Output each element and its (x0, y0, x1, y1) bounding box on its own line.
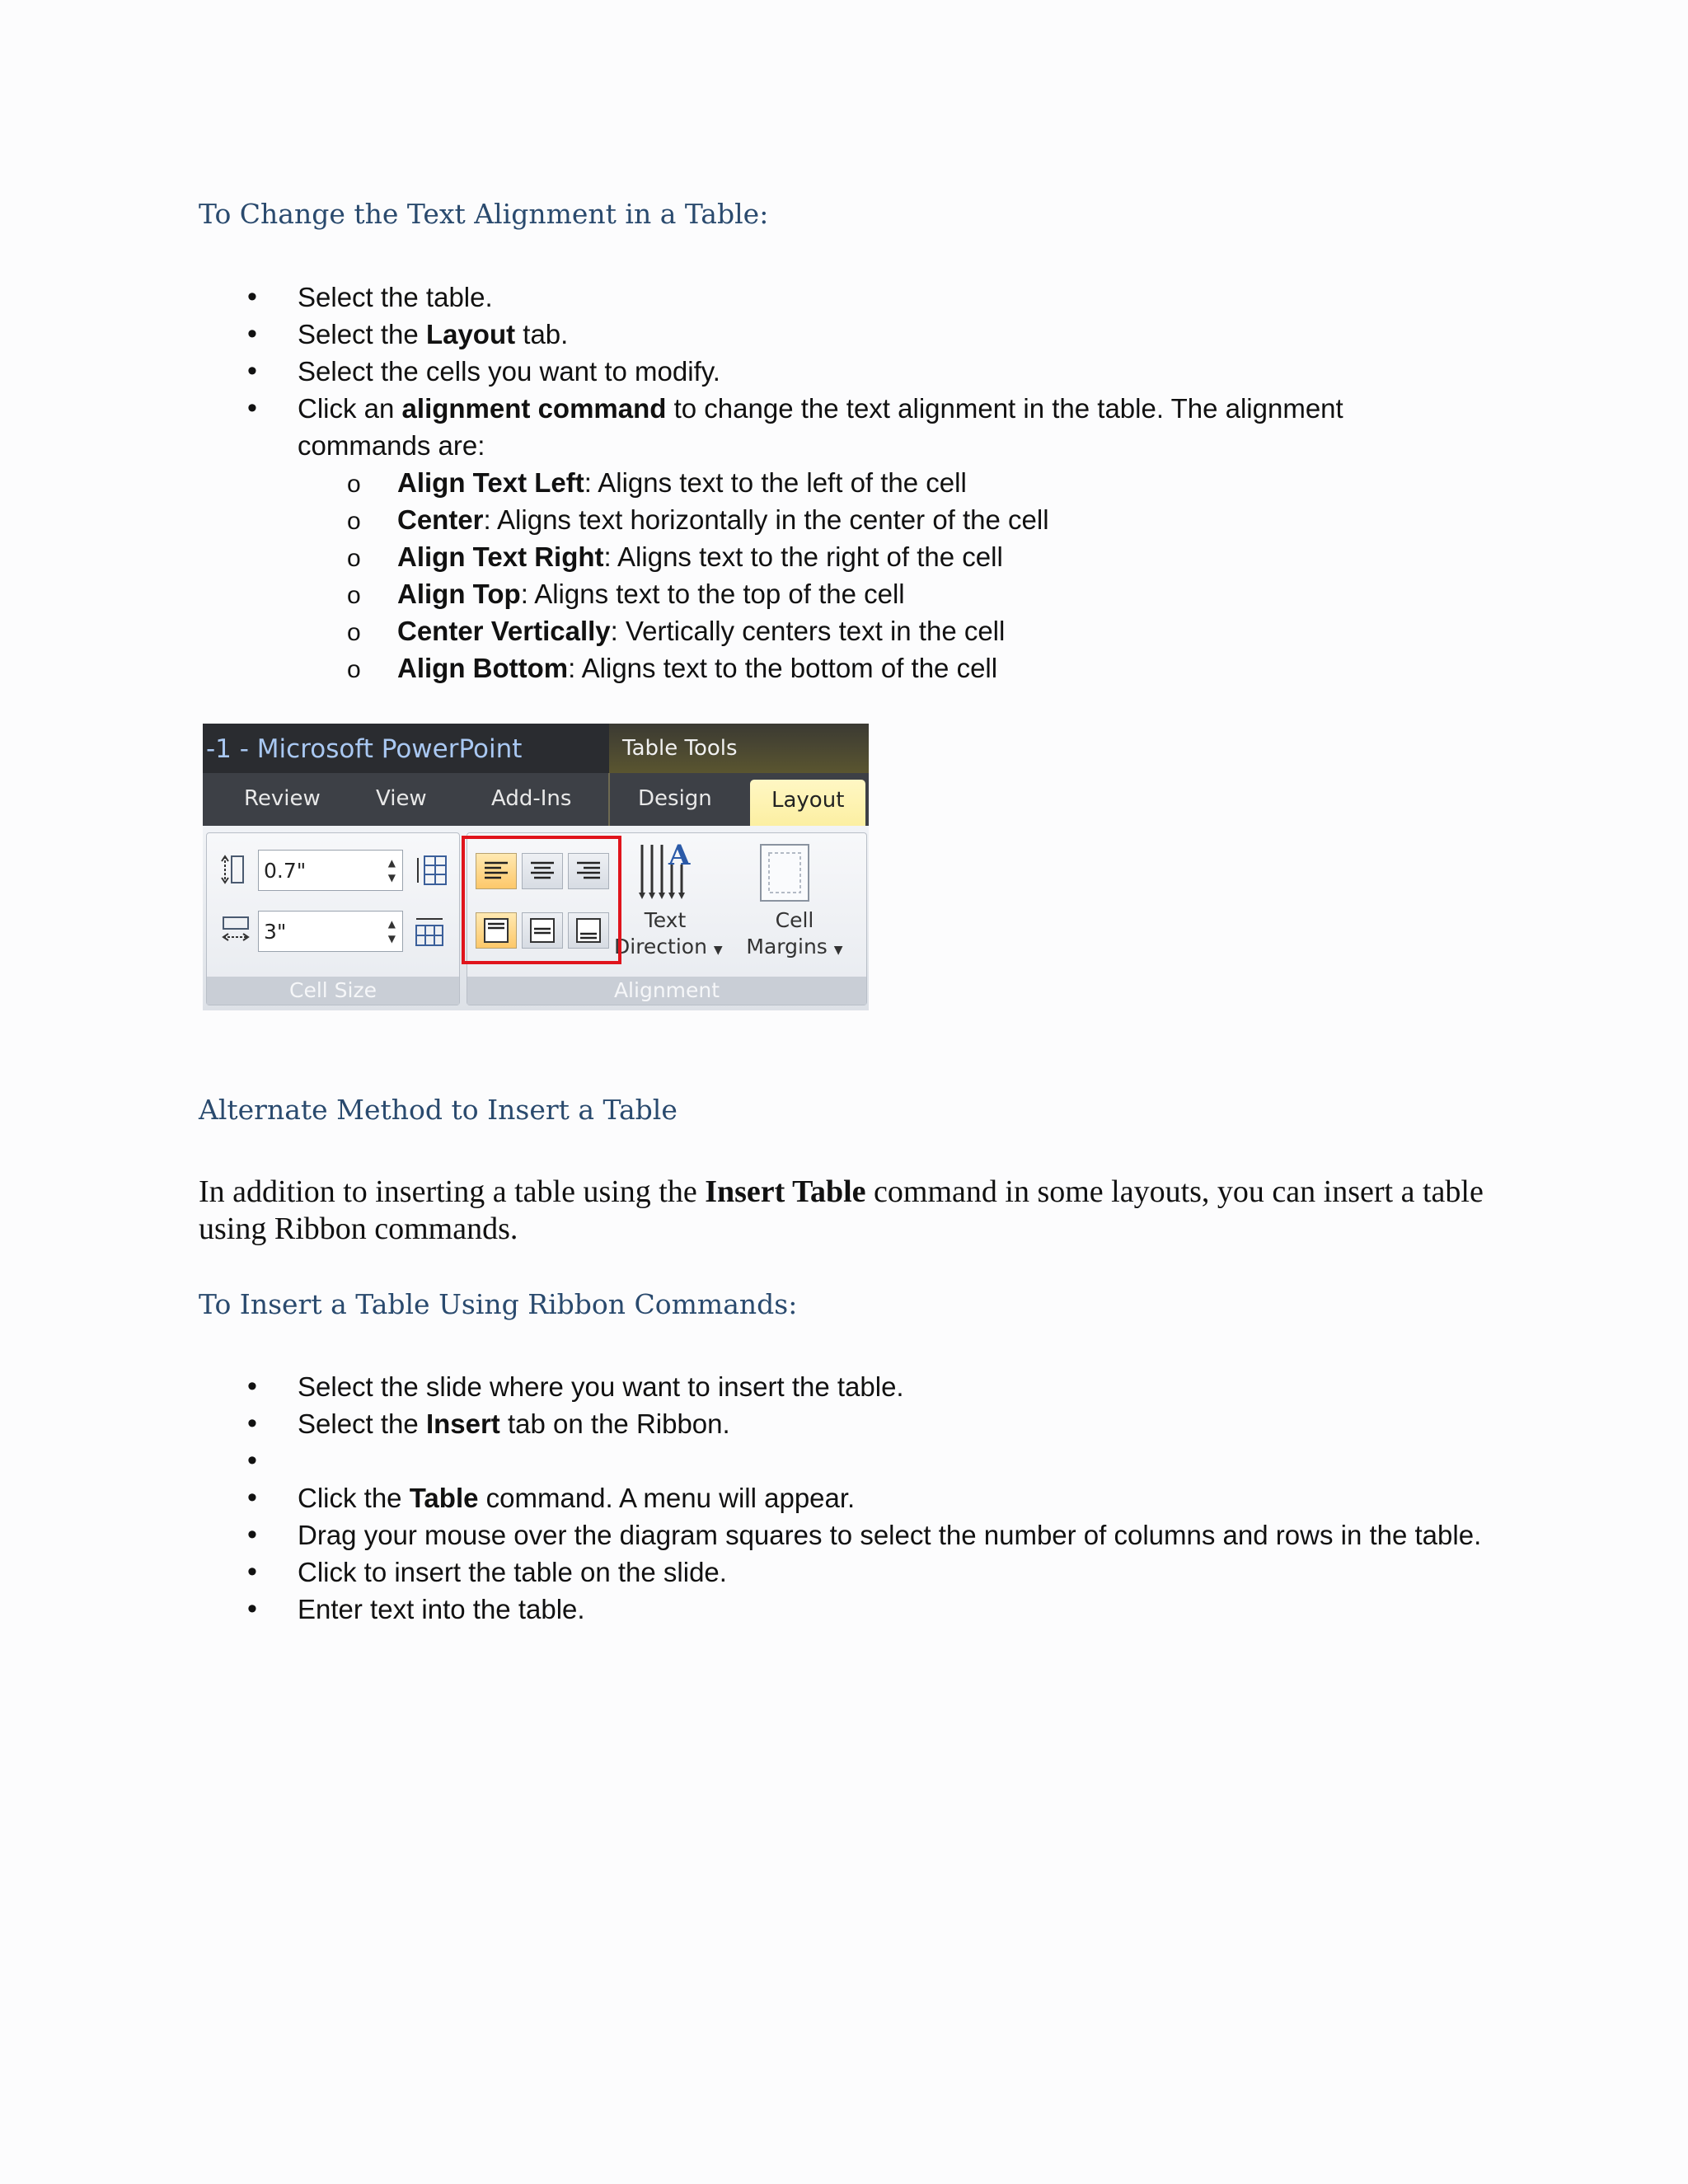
text-direction-icon[interactable] (632, 840, 698, 906)
list-item: • Select the Insert tab on the Ribbon. (247, 1405, 1484, 1442)
list-item: • Enter text into the table. (247, 1591, 1484, 1628)
spin-arrows-icon[interactable]: ▲ ▼ (387, 857, 396, 883)
text-direction-button[interactable]: Text Direction ▼ (614, 908, 723, 958)
alignment-commands-highlight (462, 836, 621, 964)
insert-table-steps-list (247, 1368, 1484, 1628)
cell-margins-button[interactable]: Cell Margins ▼ (746, 908, 843, 958)
cell-size-group (206, 832, 460, 1005)
heading-insert-table-ribbon: To Insert a Table Using Ribbon Commands: (199, 1288, 798, 1320)
list-item: • Select the cells you want to modify. (247, 353, 1484, 390)
list-item: • Select the slide where you want to insert the table. (247, 1368, 1484, 1405)
title-bar (203, 724, 869, 773)
sub-list-item: o Align Top: Aligns text to the top of the cell (347, 575, 1484, 612)
list-item: • Select the table. (247, 279, 1484, 316)
heading-change-alignment: To Change the Text Alignment in a Table: (199, 198, 769, 230)
alignment-steps-list (247, 279, 1484, 687)
sub-list-item: o Align Bottom: Aligns text to the bottom of the cell (347, 649, 1484, 687)
ribbon-screenshot (203, 724, 869, 1010)
list-item: • Click an alignment command to change the text alignment in the table. The alignment commands are: o Align Text Left: Aligns text to the left of the cell o Center: Aligns text horizontally in the center of the cell o Align Text Right: Aligns text to the right of the cell o Align Top: Aligns text to the top of the cell o Center Vertically: Vertically centers text in the cell o Align Bottom: Aligns text to the bottom of the cell (247, 390, 1484, 687)
table-tools-label: Table Tools (622, 736, 738, 761)
sub-list-item: o Align Text Right: Aligns text to the right of the cell (347, 538, 1484, 575)
tab-design[interactable]: Design (638, 786, 712, 811)
distribute-columns-icon[interactable] (413, 916, 446, 947)
tab-layout[interactable]: Layout (750, 780, 865, 826)
table-row-height-input[interactable]: 0.7" ▲ ▼ (258, 850, 403, 891)
sub-list-item: o Center Vertically: Vertically centers text in the cell (347, 612, 1484, 649)
alignment-group-label: Alignment (467, 977, 866, 1005)
table-column-width-input[interactable]: 3" ▲ ▼ (258, 911, 403, 952)
table-tools-header (609, 724, 869, 773)
alternate-method-paragraph: In addition to inserting a table using the Insert Table command in some layouts, you can insert a table using Ribbon commands. (199, 1174, 1484, 1246)
tab-view[interactable]: View (376, 786, 427, 811)
tab-review[interactable]: Review (244, 786, 321, 811)
ribbon-tab-bar (203, 773, 869, 826)
alignment-commands-list (347, 464, 1484, 687)
svg-text:A: A (668, 840, 691, 872)
cell-margins-icon[interactable] (757, 841, 812, 904)
list-item: • Click the Table command. A menu will appear. (247, 1479, 1484, 1516)
cell-size-group-label: Cell Size (207, 977, 459, 1005)
distribute-rows-icon[interactable] (413, 855, 448, 886)
sub-list-item: o Center: Aligns text horizontally in the center of the cell (347, 501, 1484, 538)
list-item: • Select the Layout tab. (247, 316, 1484, 353)
dropdown-arrow-icon: ▼ (713, 944, 723, 957)
list-item: • Drag your mouse over the diagram squares to select the number of columns and rows in the table. (247, 1516, 1484, 1554)
ribbon-body (203, 826, 869, 1010)
tab-add-ins[interactable]: Add-Ins (491, 786, 572, 811)
heading-alternate-method: Alternate Method to Insert a Table (199, 1094, 678, 1126)
list-item: • Click to insert the table on the slide. (247, 1554, 1484, 1591)
app-title: -1 - Microsoft PowerPoint (206, 734, 523, 764)
list-item (247, 1442, 1484, 1479)
column-width-icon (220, 914, 253, 945)
tab-divider (608, 773, 610, 826)
dropdown-arrow-icon: ▼ (833, 944, 843, 957)
spin-arrows-icon[interactable]: ▲ ▼ (387, 918, 396, 944)
row-height-icon (220, 853, 248, 886)
sub-list-item: o Align Text Left: Aligns text to the left of the cell (347, 464, 1484, 501)
